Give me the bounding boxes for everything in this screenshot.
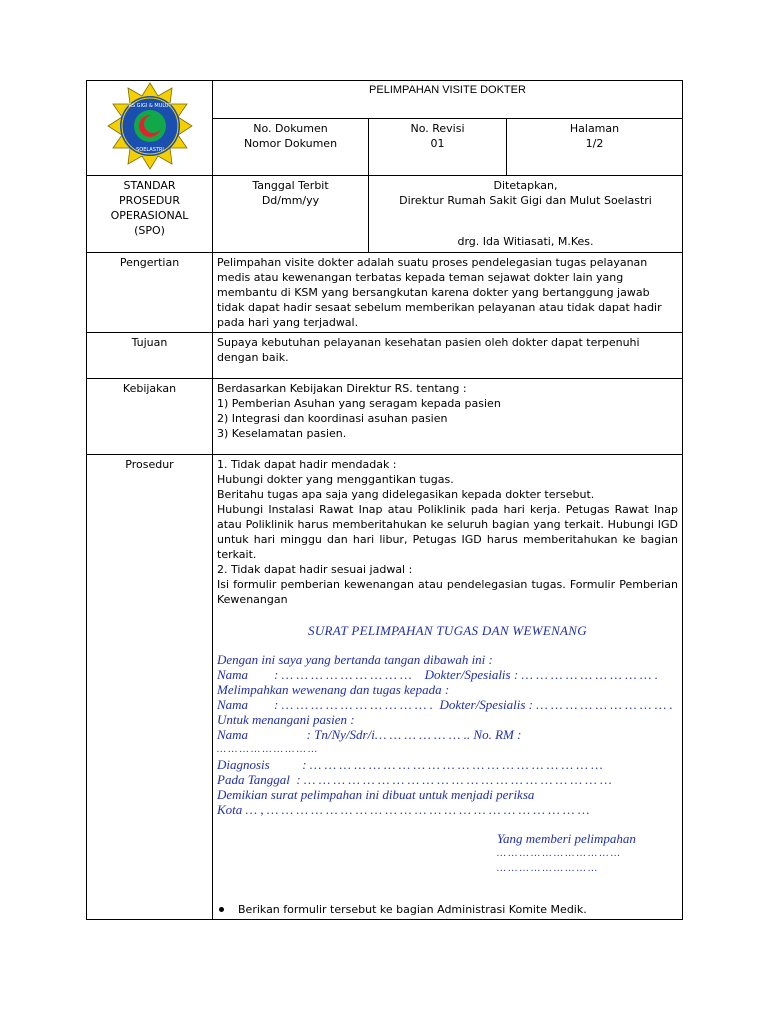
document-title: PELIMPAHAN VISITE DOKTER (213, 81, 683, 119)
direktur-label: Direktur Rumah Sakit Gigi dan Mulut Soelastri (399, 194, 652, 207)
form-line: Nama : Tn/Ny/Sdr/i… … … … … … .. No. RM : (217, 727, 522, 742)
form-title: SURAT PELIMPAHAN TUGAS DAN WEWENANG (308, 623, 587, 638)
no-revisi-label: No. Revisi (410, 122, 465, 135)
halaman-cell (507, 119, 683, 176)
kebijakan-label: Kebijakan (87, 379, 213, 455)
bullet-text: Berikan formulir tersebut ke bagian Administrasi Komite Medik. (238, 903, 587, 916)
logo-cell (87, 81, 213, 176)
kebijakan-cell (213, 379, 683, 455)
form-line: Diagnosis : … … … … … … … … … … … … … … … … … … … … (217, 757, 603, 772)
giver-label: Yang memberi pelimpahan (497, 831, 636, 846)
spo-table (86, 80, 683, 920)
tujuan-label: Tujuan (87, 333, 213, 379)
prosedur-step1-line: Beritahu tugas apa saja yang didelegasikan kepada dokter tersebut. (217, 488, 595, 501)
prosedur-step2-title: 2. Tidak dapat hadir sesuai jadwal : (217, 563, 413, 576)
prosedur-cell (213, 455, 683, 920)
kebijakan-item: 2) Integrasi dan koordinasi asuhan pasien (217, 412, 448, 425)
form-line: Demikian surat pelimpahan ini dibuat untuk menjadi periksa (217, 787, 535, 802)
halaman-label: Halaman (569, 122, 620, 135)
form-line: Nama : … … … … … … … … … Dokter/Spesialis : … … … … … … … … … . (217, 667, 658, 682)
no-dokumen-value: Nomor Dokumen (243, 137, 338, 150)
kebijakan-item: 1) Pemberian Asuhan yang seragam kepada pasien (217, 397, 501, 410)
no-dokumen-label: No. Dokumen (253, 122, 328, 135)
no-revisi-value: 01 (430, 137, 445, 150)
prosedur-label: Prosedur (87, 455, 213, 920)
tujuan-text: Supaya kebutuhan pelayanan kesehatan pasien oleh dokter dapat terpenuhi dengan baik. (213, 333, 683, 379)
spo-label-line: (SPO) (134, 224, 165, 237)
spo-label-line: OPERASIONAL (110, 209, 189, 222)
no-dokumen-cell (213, 119, 369, 176)
form-line: … … … … … … … … … (217, 744, 318, 755)
no-revisi-cell (369, 119, 507, 176)
kebijakan-item: 3) Keselamatan pasien. (217, 427, 347, 440)
prosedur-step1-line: Hubungi Instalasi Rawat Inap atau Poliklinik pada hari kerja. Petugas Rawat Inap atau Poliklinik harus memberitahukan ke seluruh bagian yang terkait. Hubungi IGD untuk hari minggu dan hari libur, Petugas IGD harus memberitahukan ke bagian terkait. (217, 503, 678, 561)
ditetapkan-label: Ditetapkan, (493, 179, 558, 192)
tanggal-terbit-value: Dd/mm/yy (261, 194, 320, 207)
form-line: Melimpahkan wewenang dan tugas kepada : (217, 682, 450, 697)
form-line: Dengan ini saya yang bertanda tangan dibawah ini : (217, 652, 493, 667)
pengertian-text: Pelimpahan visite dokter adalah suatu proses pendelegasian tugas pelayanan medis atau kewenangan terbatas kepada teman sejawat dokter lain yang membantu di KSM yang bersangkutan karena dokter yang bertanggung jawab tidak dapat hadir sesaat sebelum memberikan pelayanan atau tidak dapat hadir pada hari yang terjadwal. (213, 253, 683, 333)
pengertian-label: Pengertian (87, 253, 213, 333)
spo-label-cell (87, 176, 213, 253)
giver-dots: … … … … … … … … … … … (497, 848, 620, 859)
signer-name: drg. Ida Witiasati, M.Kes. (457, 235, 594, 248)
giver-block (217, 831, 678, 876)
svg-text:SOELASTRI: SOELASTRI (135, 147, 164, 153)
form-line: Nama : … … … … … … … … … … . Dokter/Spesialis : … … … … … … … … … . (217, 697, 673, 712)
spo-label-line: PROSEDUR (118, 194, 181, 207)
bullet-dot-icon (219, 907, 224, 912)
bullet-item (217, 902, 678, 917)
prosedur-step2-line: Isi formulir pemberian kewenangan atau pendelegasian tugas. Formulir Pemberian Kewenangan (217, 578, 678, 606)
tanggal-terbit-label: Tanggal Terbit (252, 179, 329, 192)
form-line: Kota … , … … … … … … … … … … … … … … … … … … … … … … (217, 802, 590, 817)
spo-document (86, 80, 682, 916)
giver-dots: … … … … … … … … … (497, 863, 598, 874)
prosedur-step1-title: 1. Tidak dapat hadir mendadak : (217, 458, 397, 471)
halaman-value: 1/2 (585, 137, 604, 150)
ditetapkan-cell (369, 176, 683, 253)
hospital-logo-icon (95, 81, 205, 171)
tanggal-terbit-cell (213, 176, 369, 253)
form-body (217, 652, 678, 817)
prosedur-step1-line: Hubungi dokter yang menggantikan tugas. (217, 473, 454, 486)
form-line: Pada Tanggal : … … … … … … … … … … … … … … … … … … … … … (217, 772, 612, 787)
spo-label-line: STANDAR (123, 179, 176, 192)
svg-text:RS GIGI & MULUT: RS GIGI & MULUT (127, 103, 172, 109)
form-line: Untuk menangani pasien : (217, 712, 355, 727)
kebijakan-intro: Berdasarkan Kebijakan Direktur RS. tentang : (217, 382, 467, 395)
